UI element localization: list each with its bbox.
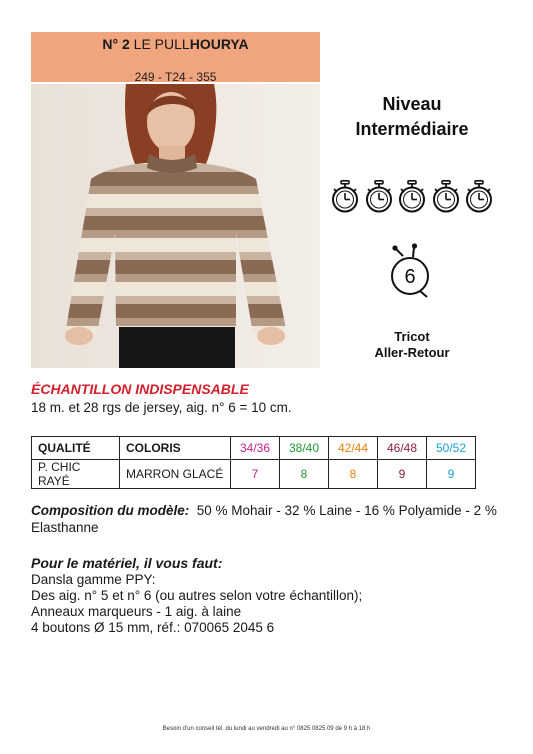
pattern-title: N° 2 LE PULLHOURYA [102,36,249,52]
difficulty-timers [330,180,494,213]
footer-contact: Besoin d'un conseil tél. du lundi au vendredi au n° 0825 0825 09 de 9 h à 18 h [162,726,371,732]
quantity-cell: 8 [329,460,378,489]
size-header: 46/48 [378,437,427,460]
sample-text: 18 m. et 28 rgs de jersey, aig. n° 6 = 10 cm. [31,400,292,415]
stopwatch-icon [397,180,427,213]
stopwatch-icon [431,180,461,213]
stopwatch-icon [464,180,494,213]
size-header: 42/44 [329,437,378,460]
material-line: Des aig. n° 5 et n° 6 (ou autres selon votre échantillon); [31,588,363,603]
table-row [32,460,476,489]
quantity-cell: 7 [231,460,280,489]
needle-size: 6 [404,266,416,288]
stopwatch-icon [330,180,360,213]
difficulty-level: Niveau Intermédiaire [355,94,469,139]
material-line: 4 boutons Ø 15 mm, réf.: 070065 2045 6 [31,620,275,635]
size-header: 34/36 [231,437,280,460]
material-title: Pour le matériel, il vous faut: [31,555,223,571]
size-header: 50/52 [427,437,476,460]
material-line: Dansla gamme PPY: [31,572,156,587]
knitting-needle-icon [388,243,432,298]
colors-header: COLORIS [120,437,231,460]
colors-table [31,436,476,489]
model-photo [31,84,320,368]
model-sweater-photo [31,84,320,368]
composition-text: 50 % Mohair - 32 % Laine - 16 % Polyamide - 2 % Elasthanne [31,503,497,535]
quality-header: QUALITÉ [32,437,120,460]
pattern-reference: 249 - T24 - 355 [134,70,217,84]
sample-title: ÉCHANTILLON INDISPENSABLE [31,381,249,397]
technique-label: Tricot Aller-Retour [374,329,450,360]
composition [31,502,506,536]
composition-label: Composition du modèle: [31,503,190,518]
material-list [31,572,362,636]
color-cell: MARRON GLACÉ [120,460,231,489]
stopwatch-icon [364,180,394,213]
table-header-row [32,437,476,460]
quantity-cell: 9 [378,460,427,489]
quality-cell: P. CHIC RAYÉ [32,460,120,489]
material-line: Anneaux marqueurs - 1 aig. à laine [31,604,242,619]
quantity-cell: 9 [427,460,476,489]
size-header: 38/40 [280,437,329,460]
quantity-cell: 8 [280,460,329,489]
